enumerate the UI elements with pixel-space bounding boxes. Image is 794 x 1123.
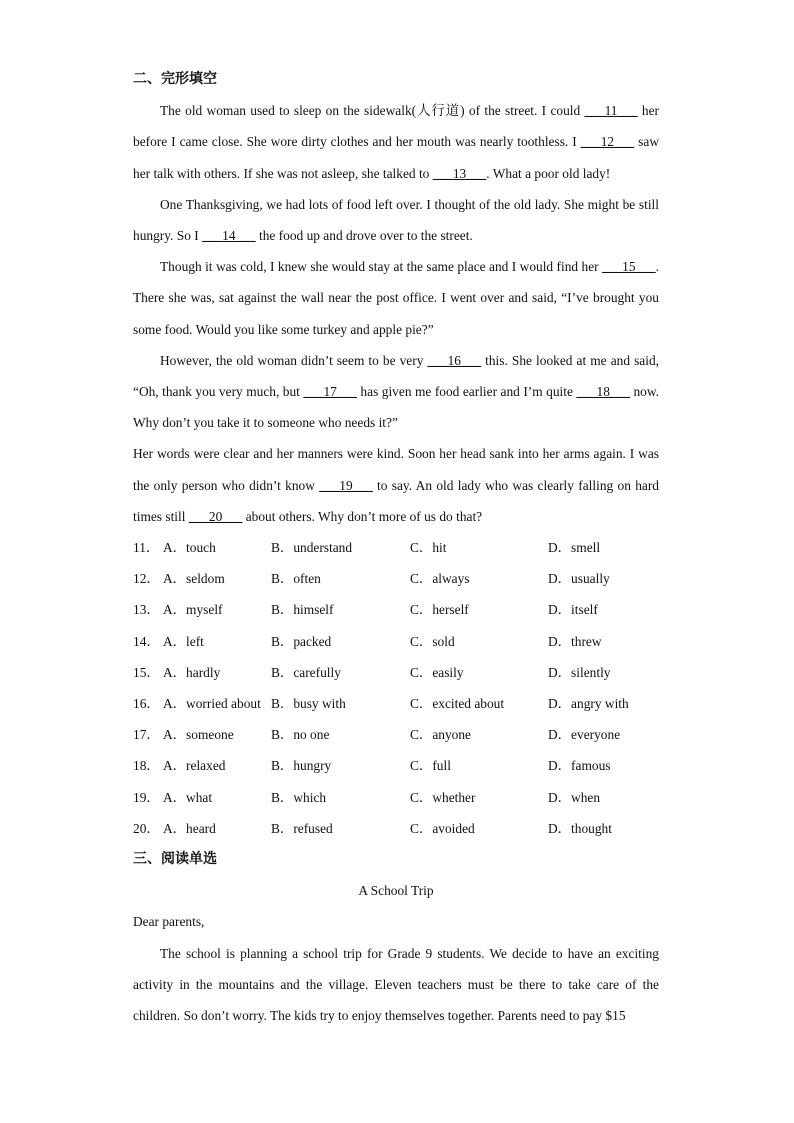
text: to say. An old lady who was clearly falling on hard times still [133, 477, 659, 524]
passage-title: A School Trip [358, 883, 434, 899]
option-row [133, 563, 659, 594]
option-a: A．hardly [163, 664, 221, 680]
text: . There she was, sat against the wall near the post office. I went over and said, “I’ve brought you some food. Would you like some turkey and apple pie?” [133, 259, 659, 337]
salutation: Dear parents, [133, 914, 205, 930]
text: . What a poor old lady! [486, 165, 611, 181]
blank-13: ___13___ [432, 165, 487, 181]
text: now. Why don’t you take it to someone who needs it?” [133, 384, 660, 431]
option-d: D．thought [548, 820, 612, 836]
option-d: D．itself [548, 602, 598, 618]
option-row [133, 626, 659, 657]
option-b: B．understand [271, 540, 353, 556]
question-number: 11． [133, 540, 160, 556]
option-row [133, 719, 659, 750]
option-d: D．famous [548, 758, 611, 774]
text: Though it was cold, I knew she would stay at the same place and I would find her [160, 259, 603, 275]
option-c: C．herself [410, 602, 469, 618]
option-c: C．whether [410, 789, 476, 805]
question-number: 15． [133, 664, 160, 680]
option-a: A．what [163, 789, 213, 805]
text: Her words were clear and her manners were kind. Soon her head sank into her arms again. I was the only person who didn’t know [133, 446, 659, 493]
option-c: C．avoided [410, 820, 475, 836]
option-row [133, 532, 659, 563]
blank-11: ___11___ [584, 103, 638, 119]
document-content [133, 64, 659, 1031]
question-number: 14． [133, 633, 160, 649]
option-row [133, 657, 659, 688]
cloze-paragraph-2 [133, 189, 659, 251]
blank-19: ___19___ [319, 477, 373, 493]
option-d: D．usually [548, 571, 610, 587]
option-a: A．left [163, 633, 204, 649]
option-row [133, 782, 659, 813]
option-row [133, 594, 659, 625]
option-a: A．someone [163, 727, 234, 743]
blank-20: ___20___ [188, 508, 243, 524]
options-list [133, 532, 659, 844]
option-d: D．silently [548, 664, 611, 680]
question-number: 16． [133, 695, 160, 711]
option-b: B．hungry [271, 758, 332, 774]
option-b: B．carefully [271, 664, 341, 680]
option-b: B．packed [271, 633, 332, 649]
question-number: 18． [133, 758, 160, 774]
option-a: A．myself [163, 602, 223, 618]
text: her before I came close. She wore dirty clothes and her mouth was nearly toothless. I [133, 103, 660, 150]
cloze-paragraph-1 [133, 95, 659, 189]
cloze-paragraph-4 [133, 345, 659, 439]
option-d: D．threw [548, 633, 602, 649]
option-c: C．always [410, 571, 470, 587]
text: The old woman used to sleep on the sidewalk(人行道) of the street. I could [160, 103, 585, 119]
text: this. She looked at me and said, “Oh, thank you very much, but [133, 352, 660, 400]
option-row [133, 688, 659, 719]
option-row [133, 813, 659, 844]
question-number: 17． [133, 727, 160, 743]
option-d: D．angry with [548, 695, 629, 711]
option-b: B．which [271, 789, 327, 805]
option-a: A．worried about [163, 695, 261, 711]
option-b: B．often [271, 571, 321, 587]
section-heading-cloze: 二、完形填空 [133, 71, 217, 87]
question-number: 20． [133, 820, 160, 836]
section-heading-reading: 三、阅读单选 [133, 850, 217, 867]
blank-16: ___16___ [427, 352, 482, 368]
text: One Thanksgiving, we had lots of food left over. I thought of the old lady. She might be still hungry. So I [133, 196, 659, 244]
option-a: A．heard [163, 820, 216, 836]
option-a: A．relaxed [163, 758, 226, 774]
text: However, the old woman didn’t seem to be very [160, 352, 428, 368]
option-b: B．refused [271, 820, 333, 836]
option-a: A．seldom [163, 571, 225, 587]
question-number: 12． [133, 571, 160, 587]
option-c: C．sold [410, 633, 455, 649]
blank-14: ___14___ [202, 228, 256, 244]
option-c: C．anyone [410, 727, 471, 743]
option-b: B．himself [271, 602, 334, 618]
question-number: 19． [133, 789, 160, 805]
reading-paragraph-1: The school is planning a school trip for Grade 9 students. We decide to have an exciting activity in the mountains and the village. Eleven teachers must be there to take care of the children. So don’t worry. The kids try to enjoy themselves together. Parents need to pay $15 [133, 945, 659, 1023]
text: the food up and drove over to the street. [255, 228, 473, 244]
cloze-paragraph-5 [133, 438, 659, 532]
option-c: C．full [410, 758, 451, 774]
blank-15: ___15___ [602, 259, 656, 275]
option-b: B．busy with [271, 695, 346, 711]
option-d: D．when [548, 789, 601, 805]
option-c: C．easily [410, 664, 464, 680]
blank-17: ___17___ [303, 384, 357, 400]
text: about others. Why don’t more of us do that? [242, 508, 483, 524]
blank-18: ___18___ [576, 384, 630, 400]
option-row [133, 750, 659, 781]
option-d: D．everyone [548, 727, 621, 743]
text: saw her talk with others. If she was not asleep, she talked to [133, 134, 659, 181]
option-b: B．no one [271, 727, 330, 743]
question-number: 13． [133, 602, 160, 618]
option-c: C．hit [410, 540, 447, 556]
blank-12: ___12___ [580, 134, 635, 150]
option-a: A．touch [163, 540, 216, 556]
cloze-paragraph-3 [133, 251, 659, 345]
option-d: D．smell [548, 540, 601, 556]
text: has given me food earlier and I’m quite [356, 384, 577, 400]
option-c: C．excited about [410, 695, 505, 711]
